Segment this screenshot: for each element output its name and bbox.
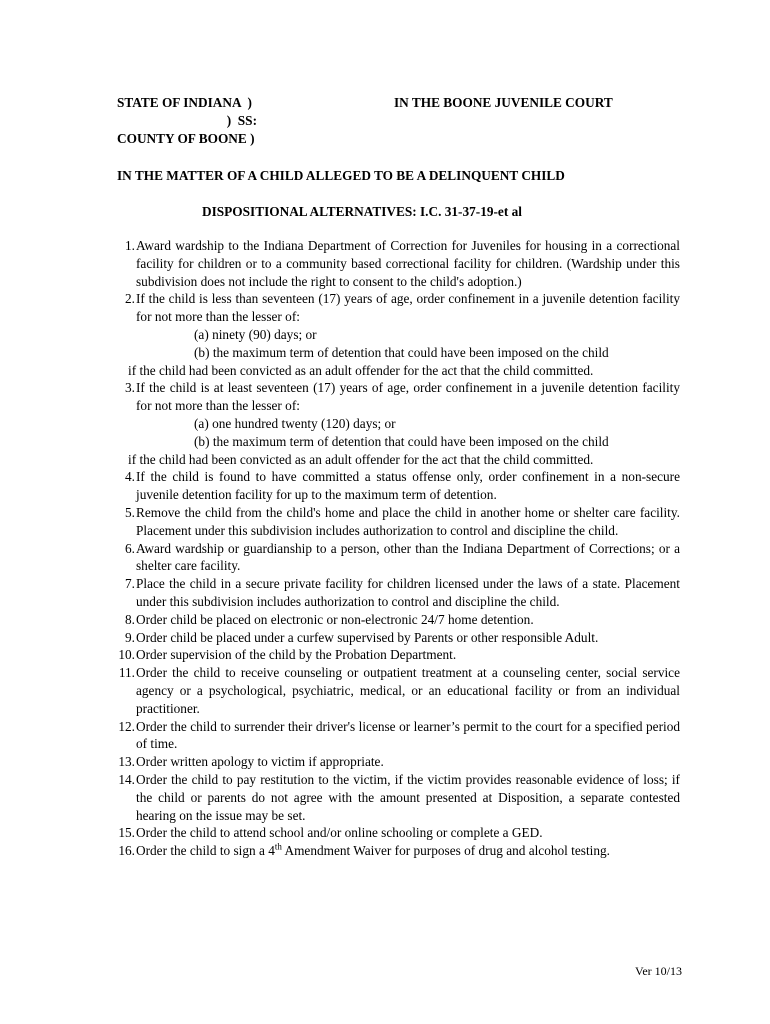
item-text: Order supervision of the child by the Probation Department. [136,647,457,663]
item-number: 3 . [113,379,135,397]
item-number: 5 . [113,504,135,522]
item-number: 12 . [107,718,135,736]
item-number: 2 . [113,290,135,308]
item-text: Order the child to attend school and/or online schooling or complete a GED. [136,825,543,841]
version-label: Ver 10/13 [635,964,682,978]
list-item [113,664,680,717]
list-item [113,824,680,842]
item-text: Remove the child from the child's home and place the child in another home or shelter care facility. Placement under this subdivision includes authorization to control and discipline the child. [136,504,680,538]
county-line: COUNTY OF BOONE ) [117,131,255,146]
item-number: 4 . [113,468,135,486]
item-number: 11 . [107,664,135,682]
matter-heading: IN THE MATTER OF A CHILD ALLEGED TO BE A DELINQUENT CHILD [117,168,565,183]
item-text: If the child is at least seventeen (17) years of age, order confinement in a juvenile detention facility for not more than the lesser of: [136,380,680,414]
item-text-after: Amendment Waiver for purposes of drug and alcohol testing. [281,843,610,859]
court-name: IN THE BOONE JUVENILE COURT [394,95,613,110]
list-item [113,753,680,771]
item-continuation: if the child had been convicted as an adult offender for the act that the child committed. [128,451,594,467]
sub-clause-a: (a) ninety (90) days; or [194,326,317,342]
list-item [113,842,680,860]
state-line: STATE OF INDIANA ) [117,95,252,110]
item-number: 10 . [107,646,135,664]
list-item [113,504,680,540]
item-number: 9 . [113,629,135,647]
item-text: Award wardship to the Indiana Department of Correction for Juveniles for housing in a correctional facility for children or to a community based correctional facility for children. (Wardship under this subdivision does not include the right to consent to the child's adoption.) [136,238,680,289]
item-number: 15 . [107,824,135,842]
item-number: 8 . [113,611,135,629]
item-text: Award wardship or guardianship to a person, other than the Indiana Department of Corrections; or a shelter care facility. [136,540,680,574]
list-item [113,646,680,664]
document-title: DISPOSITIONAL ALTERNATIVES: I.C. 31-37-19-et al [202,204,522,219]
item-number: 14 . [107,771,135,789]
alternatives-list [113,237,680,860]
sub-clause-b: (b) the maximum term of detention that could have been imposed on the child [194,344,609,360]
list-item [113,379,680,468]
list-item [113,290,680,379]
list-item [113,540,680,576]
item-continuation: if the child had been convicted as an adult offender for the act that the child committed. [128,362,594,378]
ordinal-superscript: th [274,841,282,852]
item-text: Order the child to pay restitution to the victim, if the victim provides reasonable evidence of loss; if the child or parents do not agree with the amount presented at Disposition, a separate contested hearing on the issue may be set. [136,771,680,823]
item-text: Order child be placed on electronic or non-electronic 24/7 home detention. [136,611,534,627]
list-item [113,629,680,647]
item-text-before: Order the child to sign a 4 [136,843,275,859]
item-text: Order the child to receive counseling or outpatient treatment at a counseling center, social service agency or a psychological, psychiatric, medical, or an educational facility or from an individual practitioner. [136,665,680,716]
item-text: If the child is less than seventeen (17) years of age, order confinement in a juvenile detention facility for not more than the lesser of: [136,291,680,325]
item-number: 13 . [107,753,135,771]
item-number: 7 . [113,575,135,593]
ss-line: ) SS: [117,113,257,128]
list-item [113,237,680,290]
list-item [113,575,680,611]
sub-clause-a: (a) one hundred twenty (120) days; or [194,415,396,431]
item-text: Order the child to surrender their driver's license or learner’s permit to the court for a specified period of time. [136,718,680,752]
item-text: Order child be placed under a curfew supervised by Parents or other responsible Adult. [136,629,599,645]
sub-clause-b: (b) the maximum term of detention that could have been imposed on the child [194,433,609,449]
item-text: Order written apology to victim if appropriate. [136,754,384,770]
case-caption-left [117,94,257,148]
list-item [113,771,680,824]
item-number: 16 . [107,842,135,860]
item-number: 6 . [113,540,135,558]
list-item [113,718,680,754]
list-item [113,611,680,629]
item-number: 1 . [113,237,135,255]
item-text: Place the child in a secure private facility for children licensed under the laws of a state. Placement under this subdivision includes authorization to control and discipline the child. [136,576,680,609]
list-item [113,468,680,504]
item-text: If the child is found to have committed a status offense only, order confinement in a non-secure juvenile detention facility for up to the maximum term of detention. [136,469,680,503]
